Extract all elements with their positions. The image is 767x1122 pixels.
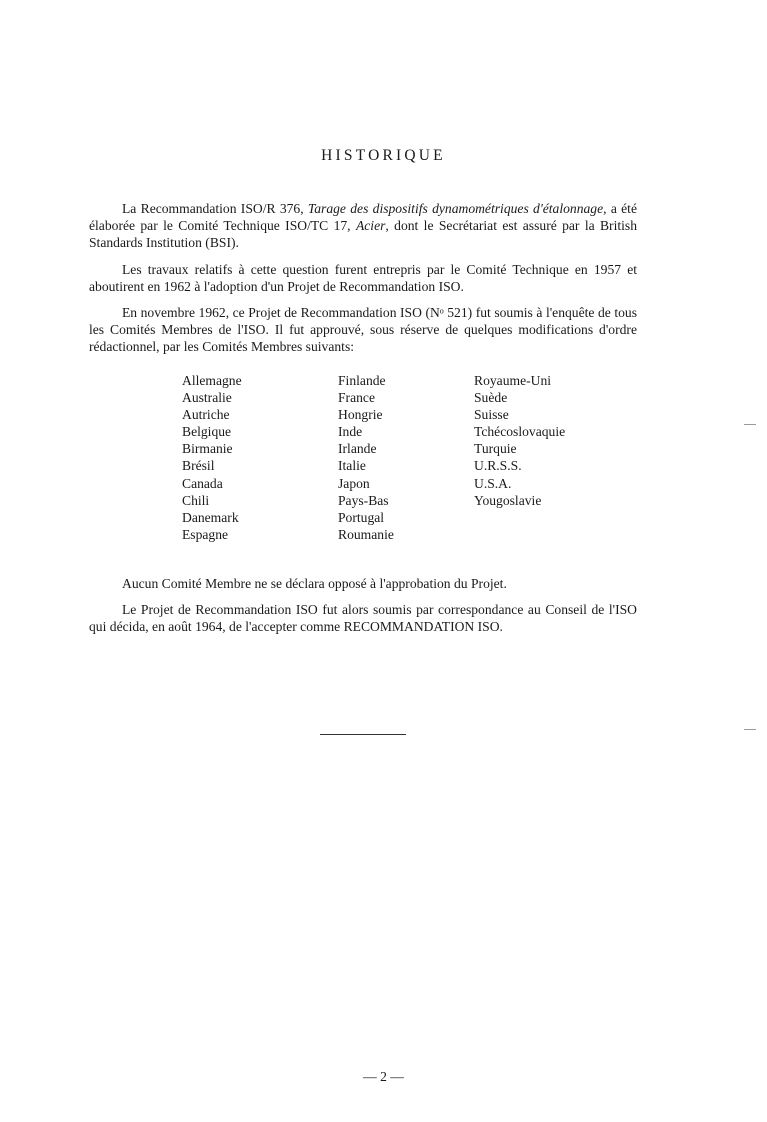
page-title: HISTORIQUE bbox=[321, 147, 446, 164]
committee-subject: Acier bbox=[355, 218, 386, 234]
list-item: Pays-Bas bbox=[338, 492, 389, 508]
paragraph-work: Les travaux relatifs à cette question furent entrepris par le Comité Technique en 1957 et aboutirent en 1962 à l'adoption d'un Projet de Recommandation ISO. bbox=[89, 261, 637, 294]
list-item: Finlande bbox=[338, 373, 386, 388]
list-item: Irlande bbox=[338, 441, 377, 457]
paragraph-inquiry: En novembre 1962, ce Projet de Recommandation ISO (Nᵒ 521) fut soumis à l'enquête de tous les Comités Membres de l'ISO. Il fut approuvé, sous réserve de quelques modifications d'ordre rédactionnel, par les Comités Membres suivants: bbox=[89, 305, 637, 355]
list-item: U.R.S.S. bbox=[474, 458, 522, 474]
list-item: Portugal bbox=[338, 509, 385, 525]
origin-text-c: , a été élaborée par le Comité Technique ISO/TC 17, bbox=[89, 201, 637, 234]
list-item: Chili bbox=[182, 492, 210, 508]
list-item: Tchécoslovaquie bbox=[474, 424, 566, 440]
section-divider bbox=[320, 734, 406, 735]
list-item: Suisse bbox=[474, 407, 509, 423]
list-item: Suède bbox=[474, 390, 508, 406]
paragraph-council-decision: Le Projet de Recommandation ISO fut alors soumis par correspondance au Conseil de l'ISO qui décida, en août 1964, de l'accepter comme RECOMMANDATION ISO. bbox=[89, 602, 637, 635]
list-item: Japon bbox=[338, 475, 370, 491]
list-item: Inde bbox=[338, 424, 363, 440]
member-column-1 bbox=[182, 372, 322, 543]
list-item: Royaume-Uni bbox=[474, 373, 552, 388]
list-item: France bbox=[338, 390, 375, 406]
origin-text-a: La Recommandation ISO/R 376, bbox=[122, 201, 308, 216]
list-item: Hongrie bbox=[338, 407, 383, 423]
member-column-2 bbox=[338, 372, 478, 543]
recommendation-title: Tarage des dispositifs dynamométriques d'étalonnage bbox=[307, 201, 604, 216]
list-item: Canada bbox=[182, 475, 223, 491]
list-item: U.S.A. bbox=[474, 475, 512, 491]
margin-mark bbox=[744, 424, 756, 425]
list-item: Italie bbox=[338, 458, 366, 474]
list-item: Turquie bbox=[474, 441, 517, 457]
list-item: Birmanie bbox=[182, 441, 233, 457]
closing-section bbox=[89, 575, 637, 636]
margin-mark bbox=[744, 729, 756, 730]
history-body bbox=[89, 200, 637, 356]
page-number: — 2 — bbox=[363, 1069, 404, 1084]
list-item: Allemagne bbox=[182, 373, 242, 388]
paragraph-origin bbox=[89, 200, 637, 252]
list-item: Yougoslavie bbox=[474, 492, 542, 508]
list-item: Roumanie bbox=[338, 526, 394, 542]
list-item: Australie bbox=[182, 390, 232, 406]
list-item: Brésil bbox=[182, 458, 215, 474]
list-item: Autriche bbox=[182, 407, 230, 423]
origin-text-e: , dont le Secrétariat est assuré par la British Standards Institution (BSI). bbox=[89, 218, 637, 251]
list-item: Espagne bbox=[182, 526, 229, 542]
paragraph-no-opposition: Aucun Comité Membre ne se déclara opposé à l'approbation du Projet. bbox=[122, 576, 507, 591]
list-item: Danemark bbox=[182, 509, 239, 525]
list-item: Belgique bbox=[182, 424, 232, 440]
member-column-3 bbox=[474, 372, 614, 509]
